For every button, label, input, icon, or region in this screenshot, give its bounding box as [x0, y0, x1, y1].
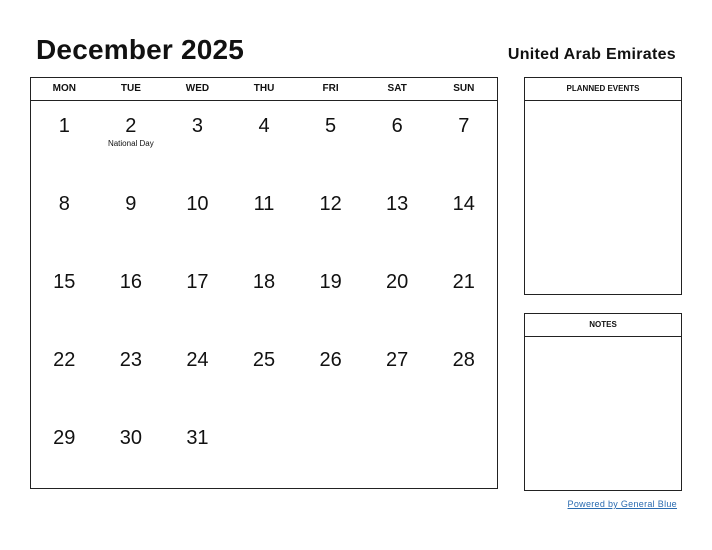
- day-cell: [364, 413, 431, 491]
- weekday-label: SAT: [387, 83, 407, 94]
- day-number: 30: [119, 427, 142, 449]
- day-number: 15: [53, 271, 76, 293]
- day-cell: [430, 179, 497, 257]
- week-row: [31, 101, 497, 179]
- day-cell: [297, 335, 364, 413]
- day-cell: [297, 101, 364, 179]
- weekday-label: FRI: [322, 83, 339, 94]
- day-cell: [430, 101, 497, 179]
- day-number: 6: [391, 115, 403, 137]
- day-cell: [430, 335, 497, 413]
- day-cell: [364, 179, 431, 257]
- day-cell: [231, 257, 298, 335]
- holiday-label: National Day: [107, 139, 154, 148]
- day-number: 10: [186, 193, 209, 215]
- day-cell: [164, 335, 231, 413]
- day-number: 9: [125, 193, 137, 215]
- day-number: 7: [458, 115, 470, 137]
- day-number: 11: [253, 193, 275, 215]
- day-cell: [98, 257, 165, 335]
- day-cell: [364, 101, 431, 179]
- day-number: 21: [452, 271, 475, 293]
- day-cell: [98, 101, 165, 179]
- notes-header: NOTES: [525, 314, 681, 337]
- day-number: 29: [53, 427, 76, 449]
- day-number: 23: [119, 349, 142, 371]
- week-row: [31, 257, 497, 335]
- day-number: 12: [319, 193, 342, 215]
- day-cell: [231, 101, 298, 179]
- day-cell: [231, 413, 298, 491]
- day-number: 14: [452, 193, 475, 215]
- day-number: 20: [386, 271, 409, 293]
- day-number: 1: [58, 115, 70, 137]
- day-cell: [231, 335, 298, 413]
- weekday-label: SUN: [453, 83, 475, 94]
- day-number: 3: [191, 115, 203, 137]
- week-row: [31, 335, 497, 413]
- week-row: [31, 413, 497, 491]
- day-cell: [31, 413, 98, 491]
- day-number: 24: [186, 349, 209, 371]
- day-number: 28: [452, 349, 475, 371]
- day-cell: [31, 101, 98, 179]
- day-number: 22: [53, 349, 76, 371]
- day-cell: [164, 257, 231, 335]
- day-cell: [297, 257, 364, 335]
- day-cell: [297, 413, 364, 491]
- day-number: 26: [319, 349, 342, 371]
- day-cell: [98, 335, 165, 413]
- day-number: 16: [119, 271, 142, 293]
- day-cell: [430, 413, 497, 491]
- day-number: 31: [186, 427, 209, 449]
- day-cell: [31, 179, 98, 257]
- weekday-label: MON: [52, 83, 76, 94]
- day-cell: [231, 179, 298, 257]
- calendar-grid: [30, 77, 498, 489]
- day-number: 8: [58, 193, 70, 215]
- day-number: 27: [386, 349, 409, 371]
- day-cell: [31, 335, 98, 413]
- day-cell: [364, 335, 431, 413]
- day-number: 18: [252, 271, 276, 293]
- day-cell: [430, 257, 497, 335]
- day-cell: [98, 413, 165, 491]
- weekday-label: TUE: [120, 83, 141, 94]
- day-number: 17: [186, 271, 209, 293]
- weekday-header-row: [31, 78, 497, 101]
- day-cell: [31, 257, 98, 335]
- notes-box: [524, 313, 682, 491]
- day-number: 13: [386, 193, 409, 215]
- week-row: [31, 179, 497, 257]
- day-cell: [98, 179, 165, 257]
- planned-events-header: PLANNED EVENTS: [525, 78, 681, 101]
- weekday-label: THU: [253, 83, 275, 94]
- day-cell: [364, 257, 431, 335]
- day-number: 4: [258, 115, 270, 137]
- weekday-label: WED: [185, 83, 210, 94]
- day-number: 2: [125, 115, 137, 137]
- day-cell: [164, 101, 231, 179]
- day-number: 5: [325, 115, 337, 137]
- planned-events-box: [524, 77, 682, 295]
- day-cell: [297, 179, 364, 257]
- day-number: 19: [319, 271, 342, 293]
- day-cell: [164, 413, 231, 491]
- day-cell: [164, 179, 231, 257]
- page-title: December 2025: [36, 34, 245, 65]
- country-label: United Arab Emirates: [507, 46, 676, 63]
- calendar-body: [31, 101, 497, 490]
- powered-by-link[interactable]: Powered by General Blue: [567, 499, 677, 509]
- day-number: 25: [252, 349, 276, 371]
